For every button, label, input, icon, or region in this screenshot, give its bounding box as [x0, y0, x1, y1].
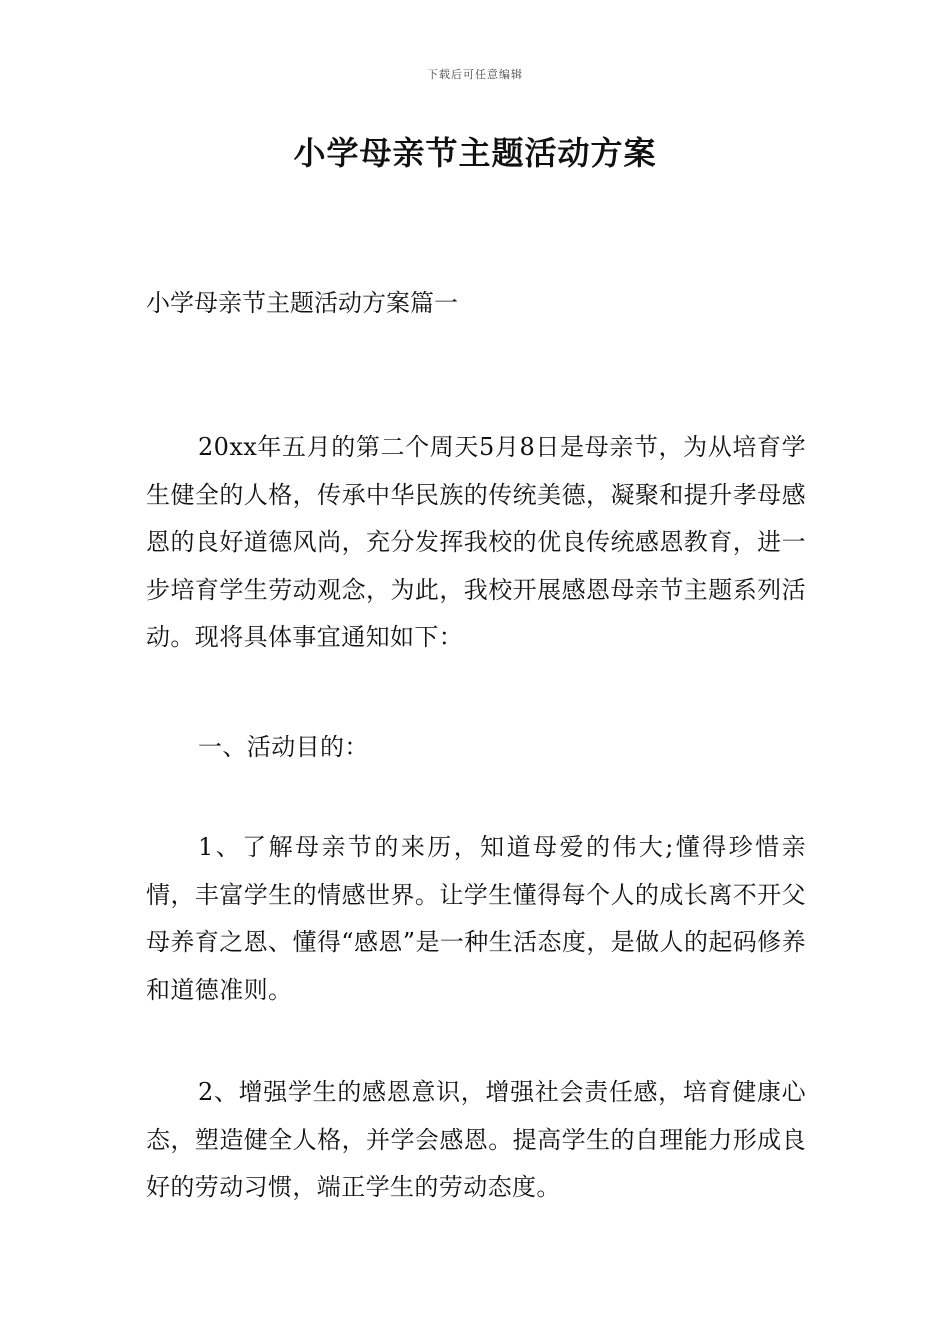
goal-heading: 一、活动目的：	[198, 733, 369, 761]
page-header-note: 下载后可任意编辑	[427, 68, 523, 81]
document-title: 小学母亲节主题活动方案	[293, 134, 657, 172]
intro-paragraph: 20xx年五月的第二个周天5月8日是母亲节，为从培育学生健全的人格，传承中华民族的传统美德，凝聚和提升孝母感恩的良好道德风尚，充分发挥我校的优良传统感恩教育，进一步培育学生劳动观念，为此，我校开展感恩母亲节主题系列活动。现将具体事宜通知如下：	[146, 433, 806, 651]
goal-item-2: 2、增强学生的感恩意识，增强社会责任感，培育健康心态，塑造健全人格，并学会感恩。提高学生的自理能力形成良好的劳动习惯，端正学生的劳动态度。	[146, 1078, 806, 1201]
section-heading: 小学母亲节主题活动方案篇一	[146, 289, 458, 317]
goal-item-1: 1、了解母亲节的来历，知道母爱的伟大;懂得珍惜亲情，丰富学生的情感世界。让学生懂得每个人的成长离不开父母养育之恩、懂得“感恩”是一种生活态度，是做人的起码修养和道德准则。	[146, 833, 806, 1004]
